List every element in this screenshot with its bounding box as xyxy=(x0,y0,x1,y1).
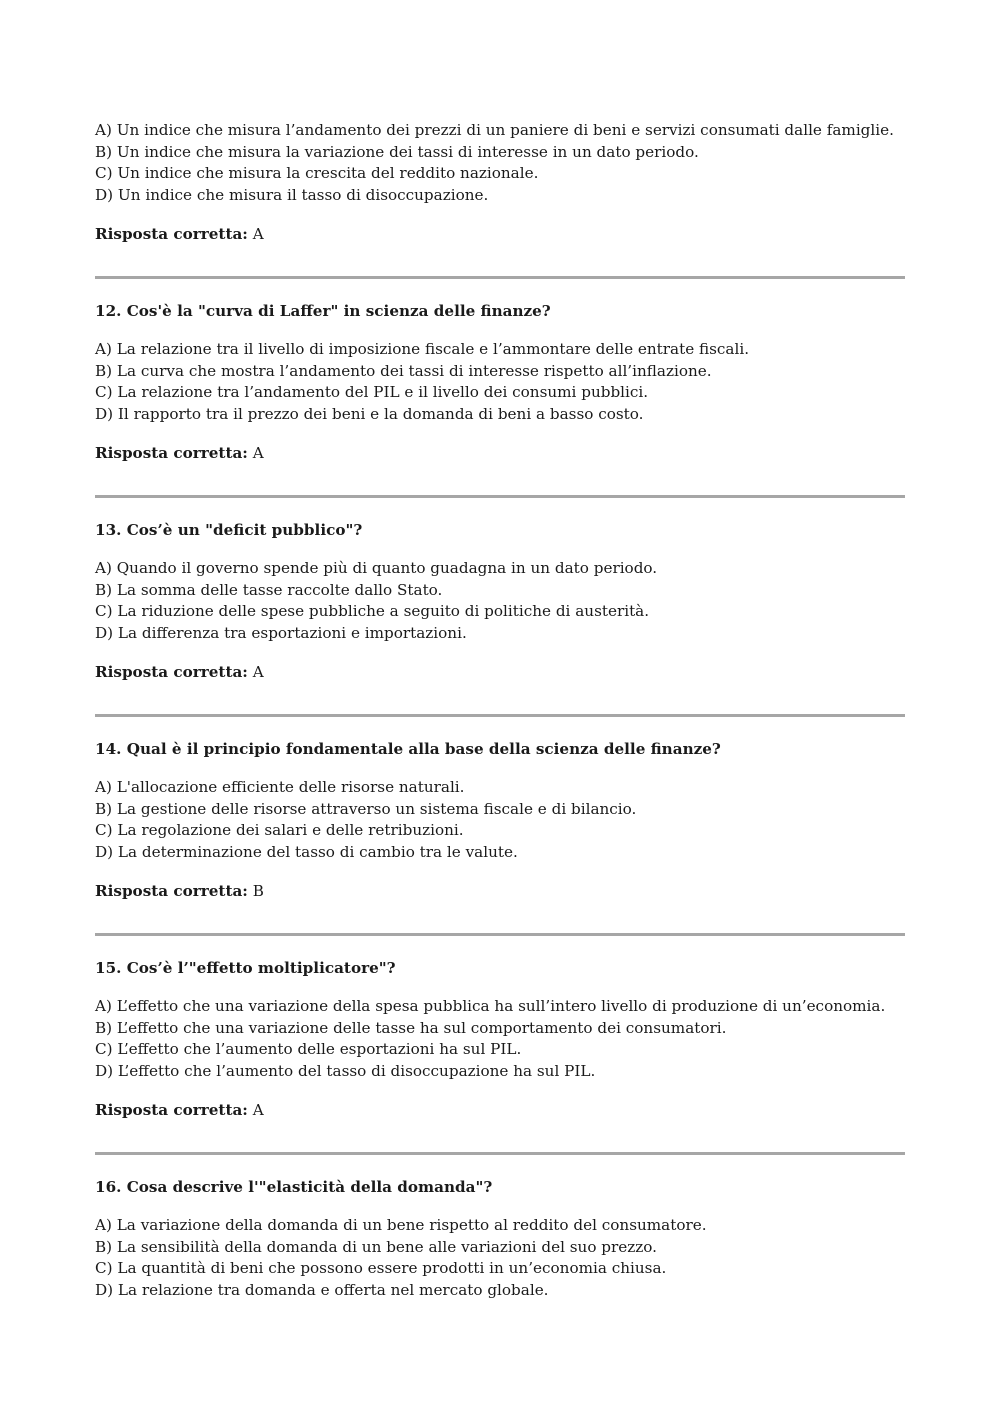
question-title: 14. Qual è il principio fondamentale alla base della scienza delle finanze? xyxy=(95,739,721,758)
option-d: D) La relazione tra domanda e offerta nel mercato globale. xyxy=(95,1280,549,1299)
option-c: C) La regolazione dei salari e delle retribuzioni. xyxy=(95,821,464,839)
correct-answer xyxy=(95,443,905,465)
question-block-15 xyxy=(95,958,905,1122)
question-block-16 xyxy=(95,1177,905,1302)
options-list xyxy=(95,1215,905,1301)
option-a: A) Un indice che misura l’andamento dei prezzi di un paniere di beni e servizi consumati dalle famiglie. xyxy=(95,121,894,139)
answer-label: Risposta corretta: xyxy=(95,225,248,243)
option-a: A) L'allocazione efficiente delle risorse naturali. xyxy=(95,778,465,796)
answer-label: Risposta corretta: xyxy=(95,1101,248,1119)
separator-line xyxy=(95,1152,905,1155)
question-block-13 xyxy=(95,520,905,684)
option-c: C) La relazione tra l’andamento del PIL e il livello dei consumi pubblici. xyxy=(95,383,649,401)
answer-value: B xyxy=(247,882,264,900)
answer-label: Risposta corretta: xyxy=(95,882,248,900)
options-list xyxy=(95,339,905,425)
separator-line xyxy=(95,495,905,498)
question-title: 16. Cosa descrive l'"elasticità della domanda"? xyxy=(95,1177,493,1196)
options-list xyxy=(95,777,905,863)
option-a: A) L’effetto che una variazione della spesa pubblica ha sull’intero livello di produzione di un’economia. xyxy=(95,997,886,1015)
option-d: D) La determinazione del tasso di cambio tra le valute. xyxy=(95,842,518,861)
answer-value: A xyxy=(247,444,264,462)
answer-value: A xyxy=(247,663,264,681)
option-b: B) La sensibilità della domanda di un bene alle variazioni del suo prezzo. xyxy=(95,1237,657,1256)
question-title: 15. Cos’è l’"effetto moltiplicatore"? xyxy=(95,958,396,977)
document-page xyxy=(95,120,905,1301)
question-block-12 xyxy=(95,301,905,465)
answer-value: A xyxy=(247,1101,264,1119)
answer-value: A xyxy=(247,225,264,243)
separator-line xyxy=(95,933,905,936)
option-a: A) La relazione tra il livello di imposizione fiscale e l’ammontare delle entrate fiscali. xyxy=(95,340,750,358)
correct-answer xyxy=(95,224,905,246)
option-b: B) Un indice che misura la variazione dei tassi di interesse in un dato periodo. xyxy=(95,142,699,161)
separator-line xyxy=(95,276,905,279)
options-list xyxy=(95,558,905,644)
option-c: C) La riduzione delle spese pubbliche a seguito di politiche di austerità. xyxy=(95,602,650,620)
correct-answer xyxy=(95,1100,905,1122)
option-d: D) L’effetto che l’aumento del tasso di disoccupazione ha sul PIL. xyxy=(95,1061,596,1080)
question-title: 13. Cos’è un "deficit pubblico"? xyxy=(95,520,363,539)
option-d: D) La differenza tra esportazioni e importazioni. xyxy=(95,623,467,642)
option-a: A) Quando il governo spende più di quanto guadagna in un dato periodo. xyxy=(95,559,658,577)
question-title: 12. Cos'è la "curva di Laffer" in scienza delle finanze? xyxy=(95,301,551,320)
option-b: B) La somma delle tasse raccolte dallo Stato. xyxy=(95,580,443,599)
option-a: A) La variazione della domanda di un bene rispetto al reddito del consumatore. xyxy=(95,1216,707,1234)
correct-answer xyxy=(95,662,905,684)
question-block-14 xyxy=(95,739,905,903)
option-d: D) Il rapporto tra il prezzo dei beni e la domanda di beni a basso costo. xyxy=(95,404,644,423)
option-b: B) La curva che mostra l’andamento dei tassi di interesse rispetto all’inflazione. xyxy=(95,361,712,380)
option-c: C) Un indice che misura la crescita del reddito nazionale. xyxy=(95,164,539,182)
answer-label: Risposta corretta: xyxy=(95,444,248,462)
option-b: B) La gestione delle risorse attraverso un sistema fiscale e di bilancio. xyxy=(95,799,637,818)
options-list xyxy=(95,120,905,206)
option-c: C) L’effetto che l’aumento delle esportazioni ha sul PIL. xyxy=(95,1040,522,1058)
option-c: C) La quantità di beni che possono essere prodotti in un’economia chiusa. xyxy=(95,1259,667,1277)
option-d: D) Un indice che misura il tasso di disoccupazione. xyxy=(95,185,489,204)
options-list xyxy=(95,996,905,1082)
correct-answer xyxy=(95,881,905,903)
separator-line xyxy=(95,714,905,717)
question-block-11 xyxy=(95,120,905,246)
answer-label: Risposta corretta: xyxy=(95,663,248,681)
option-b: B) L’effetto che una variazione delle tasse ha sul comportamento dei consumatori. xyxy=(95,1018,727,1037)
